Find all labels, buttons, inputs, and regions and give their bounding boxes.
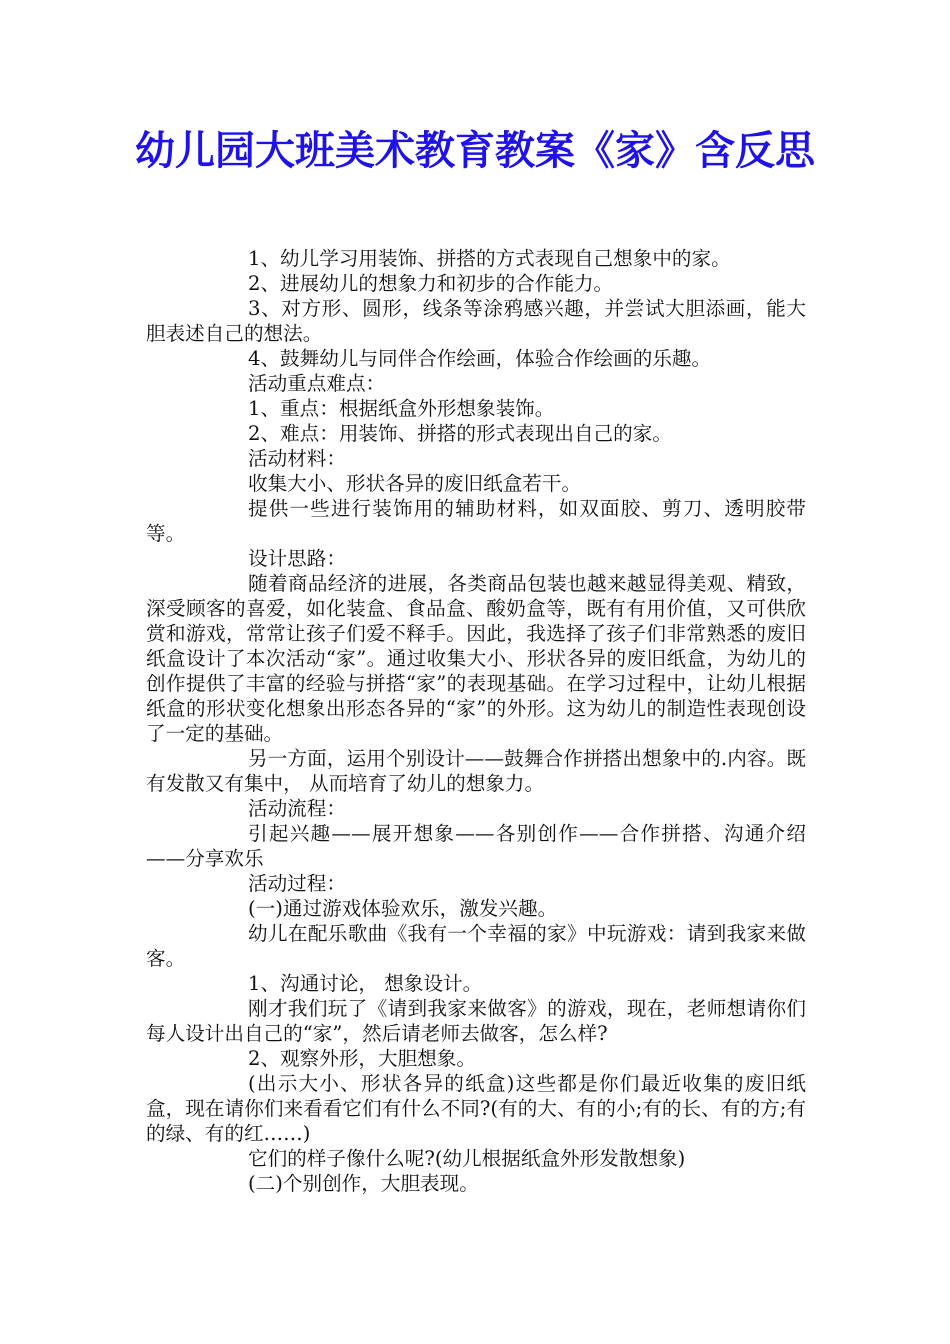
paragraph: (二)个别创作，大胆表现。 xyxy=(248,1172,479,1195)
paragraph: 刚才我们玩了《请到我家来做客》的游戏，现在，老师想请你们每人设计出自己的“家”，然后请老师去做客，怎么样? xyxy=(146,997,806,1045)
paragraph: 另一方面，运用个别设计——鼓舞合作拼搭出想象中的.内容。既有发散又有集中， 从而培育了幼儿的想象力。 xyxy=(146,747,806,795)
paragraph: 它们的样子像什么呢?(幼儿根据纸盒外形发散想象) xyxy=(248,1147,686,1170)
paragraph: 3、对方形、圆形，线条等涂鸦感兴趣，并尝试大胆添画，能大胆表述自己的想法。 xyxy=(146,297,806,345)
paragraph: 设计思路： xyxy=(248,547,346,570)
paragraph: 活动流程： xyxy=(248,797,346,820)
paragraph: 收集大小、形状各异的废旧纸盒若干。 xyxy=(248,472,582,495)
paragraph: 1、沟通讨论， 想象设计。 xyxy=(248,972,483,995)
paragraph: 2、观察外形，大胆想象。 xyxy=(248,1047,476,1070)
paragraph: 提供一些进行装饰用的辅助材料，如双面胶、剪刀、透明胶带等。 xyxy=(146,497,806,545)
document-title: 幼儿园大班美术教育教案《家》含反思 xyxy=(135,127,815,174)
paragraph: 2、难点：用装饰、拼搭的形式表现出自己的家。 xyxy=(248,422,672,445)
paragraph: 2、进展幼儿的想象力和初步的合作能力。 xyxy=(248,272,614,295)
paragraph: 活动重点难点： xyxy=(248,372,386,395)
paragraph: 幼儿在配乐歌曲《我有一个幸福的家》中玩游戏：请到我家来做客。 xyxy=(146,922,806,970)
paragraph: 引起兴趣——展开想象——各别创作——合作拼搭、沟通介绍——分享欢乐 xyxy=(146,822,806,870)
document-body xyxy=(146,246,806,1196)
paragraph: 1、幼儿学习用装饰、拼搭的方式表现自己想象中的家。 xyxy=(248,247,731,270)
paragraph: 1、重点：根据纸盒外形想象装饰。 xyxy=(248,397,555,420)
paragraph: 活动材料： xyxy=(248,447,346,470)
paragraph: 随着商品经济的进展，各类商品包装也越来越显得美观、精致，深受顾客的喜爱，如化装盒、食品盒、酸奶盒等，既有有用价值，又可供欣赏和游戏，常常让孩子们爱不释手。因此，我选择了孩子们非常熟悉的废旧纸盒设计了本次活动“家”。通过收集大小、形状各异的废旧纸盒，为幼儿的创作提供了丰富的经验与拼搭“家”的表现基础。在学习过程中，让幼儿根据纸盒的形状变化想象出形态各异的“家”的外形。这为幼儿的制造性表现创设了一定的基础。 xyxy=(146,572,806,745)
paragraph: 4、鼓舞幼儿与同伴合作绘画，体验合作绘画的乐趣。 xyxy=(248,347,712,370)
paragraph: 活动过程： xyxy=(248,872,346,895)
paragraph: (一)通过游戏体验欢乐，激发兴趣。 xyxy=(248,897,558,920)
paragraph: (出示大小、形状各异的纸盒)这些都是你们最近收集的废旧纸盒，现在请你们来看看它们有什么不同?(有的大、有的小;有的长、有的方;有的绿、有的红……) xyxy=(146,1072,806,1145)
